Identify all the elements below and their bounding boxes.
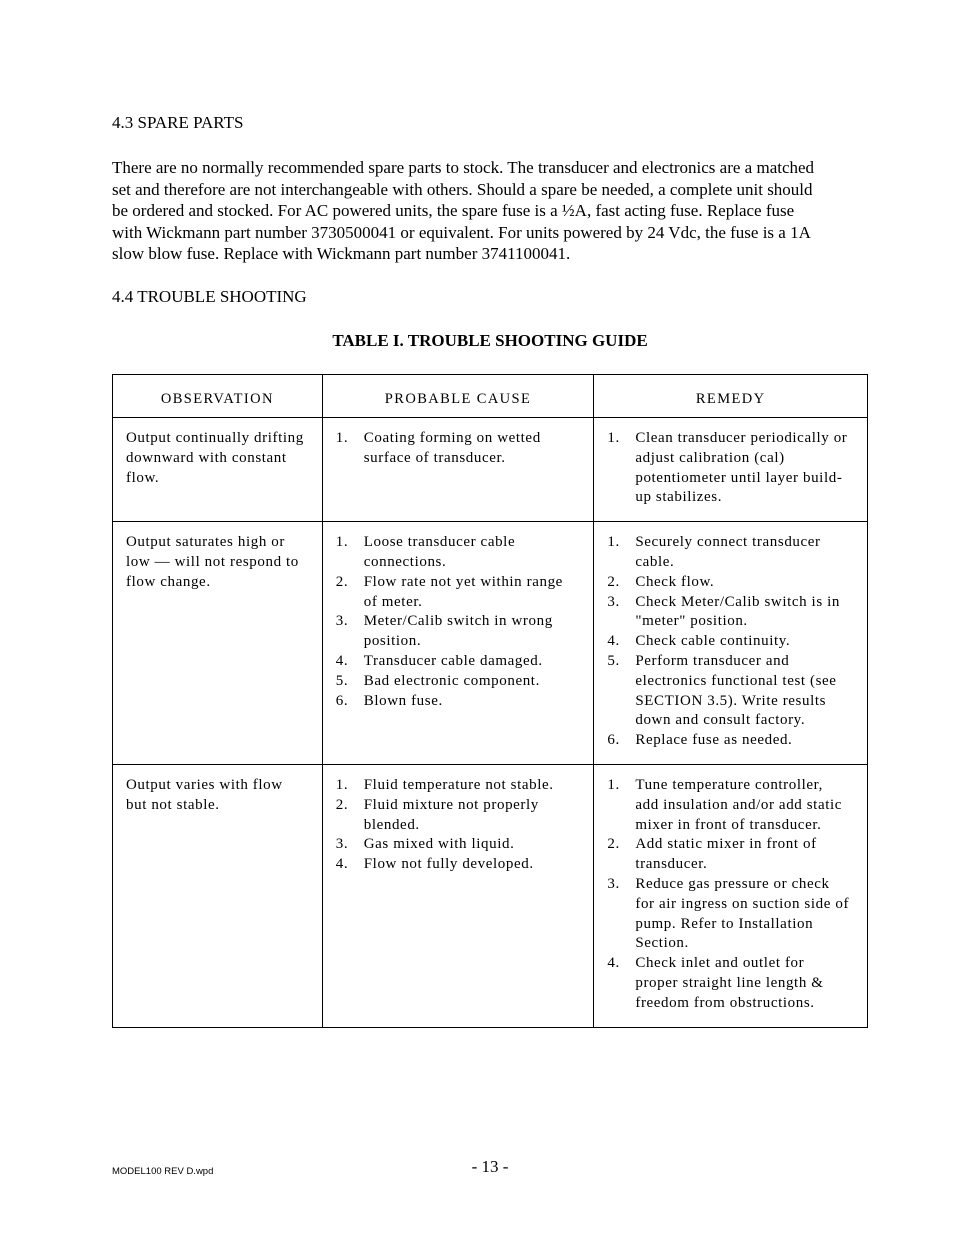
item-text-line: Section.	[635, 935, 689, 952]
cause-item	[336, 672, 588, 692]
item-number: 1.	[607, 430, 620, 446]
item-text-line: mixer in front of transducer.	[635, 816, 822, 833]
item-number: 4.	[607, 955, 620, 972]
item-number: 4.	[335, 652, 349, 669]
probable-cause-cell	[322, 418, 594, 522]
page-number: - 13 -	[471, 1157, 509, 1176]
table-row	[113, 764, 868, 1027]
item-text	[635, 954, 861, 1013]
cause-item	[336, 612, 588, 652]
paragraph-line: with Wickmann part number 3730500041 or equivalent. For units powered by 24 Vdc, the fuse is a 1A	[112, 222, 811, 242]
trouble-shooting-table	[112, 374, 868, 1028]
item-text	[635, 533, 861, 573]
item-text-line: freedom from obstructions.	[635, 994, 815, 1011]
header-probable-cause: PROBABLE CAUSE	[322, 375, 594, 418]
item-text	[364, 855, 588, 875]
observation-line: Output varies with flow	[126, 776, 283, 793]
item-text-line: Check Meter/Calib switch is in	[635, 593, 840, 610]
item-text	[364, 533, 588, 573]
item-text	[635, 652, 861, 731]
item-text-line: Fluid temperature not stable.	[363, 776, 554, 793]
cause-item	[336, 776, 588, 796]
item-text-line: Bad electronic component.	[363, 672, 540, 689]
item-text	[364, 796, 588, 836]
item-number: 2.	[335, 796, 349, 813]
item-text-line: Blown fuse.	[363, 692, 443, 709]
remedy-item	[607, 954, 861, 1013]
item-number: 5.	[335, 672, 349, 689]
remedy-item	[607, 731, 861, 751]
item-text-line: for air ingress on suction side of	[635, 895, 850, 912]
probable-cause-cell	[322, 522, 594, 765]
section-heading-spare-parts: 4.3 SPARE PARTS	[112, 113, 244, 132]
item-text-line: Check inlet and outlet for	[635, 955, 805, 972]
observation-line: Output continually drifting	[126, 430, 304, 446]
remedy-item	[607, 875, 861, 954]
item-text	[364, 692, 588, 712]
item-number: 6.	[607, 732, 620, 749]
item-number: 1.	[335, 776, 349, 793]
remedy-item	[607, 573, 861, 593]
cause-item	[336, 692, 588, 712]
item-text-line: Fluid mixture not properly	[363, 796, 539, 813]
item-text-line: Check cable continuity.	[635, 633, 791, 650]
item-text-line: Perform transducer and	[635, 652, 790, 669]
item-number: 6.	[335, 692, 349, 709]
item-text-line: of meter.	[363, 593, 423, 610]
item-number: 5.	[607, 652, 620, 669]
remedy-cell	[594, 418, 868, 522]
item-number: 1.	[335, 534, 349, 551]
item-text-line: connections.	[363, 553, 447, 570]
item-text-line: adjust calibration (cal)	[635, 449, 785, 466]
probable-cause-cell	[322, 764, 594, 1027]
observation-line: Output saturates high or	[126, 534, 285, 551]
item-text-line: potentiometer until layer build-	[635, 469, 843, 486]
item-number: 4.	[607, 633, 620, 650]
cause-item	[336, 533, 588, 573]
cause-item	[336, 796, 588, 836]
header-remedy: REMEDY	[594, 375, 868, 418]
item-text-line: Tune temperature controller,	[635, 776, 824, 793]
cause-item	[336, 573, 588, 613]
remedy-cell-list	[607, 429, 861, 508]
remedy-item	[607, 429, 861, 508]
observation-cell	[113, 522, 323, 765]
item-number: 2.	[335, 573, 349, 590]
item-text	[364, 776, 588, 796]
item-text	[635, 835, 861, 875]
item-text	[364, 573, 588, 613]
item-text-line: cable.	[635, 553, 675, 570]
item-text-line: Flow not fully developed.	[363, 856, 534, 873]
item-number: 3.	[607, 875, 620, 892]
paragraph-line: slow blow fuse. Replace with Wickmann part number 3741100041.	[112, 244, 571, 263]
item-number: 4.	[335, 856, 349, 873]
item-text	[364, 672, 588, 692]
paragraph-line: There are no normally recommended spare parts to stock. The transducer and electronics are a matched	[112, 158, 815, 177]
item-number: 3.	[335, 613, 349, 630]
item-text-line: down and consult factory.	[635, 712, 806, 729]
item-text	[635, 731, 861, 751]
table-title: TABLE I. TROUBLE SHOOTING GUIDE	[332, 331, 648, 350]
item-text-line: Meter/Calib switch in wrong	[363, 613, 553, 630]
observation-cell	[113, 764, 323, 1027]
item-text	[635, 776, 861, 835]
item-text-line: Gas mixed with liquid.	[363, 836, 515, 853]
table-header-row	[113, 375, 868, 418]
item-number: 2.	[607, 836, 620, 853]
paragraph-line: be ordered and stocked. For AC powered units, the spare fuse is a ½A, fast acting fuse. Replace fuse	[112, 201, 795, 220]
item-number: 1.	[607, 776, 620, 793]
remedy-item	[607, 632, 861, 652]
item-text-line: surface of transducer.	[363, 449, 506, 466]
footer-filename: MODEL100 REV D.wpd	[112, 1166, 214, 1177]
item-text	[635, 632, 861, 652]
item-text-line: up stabilizes.	[635, 489, 723, 506]
item-text	[635, 429, 861, 508]
item-text	[635, 573, 861, 593]
cause-item	[336, 429, 588, 469]
item-text-line: Coating forming on wetted	[363, 430, 541, 446]
item-text-line: position.	[363, 633, 422, 650]
item-text-line: "meter" position.	[635, 613, 748, 630]
observation-line: low — will not respond to	[126, 553, 299, 570]
observation-line: but not stable.	[126, 796, 220, 813]
item-text-line: transducer.	[635, 856, 708, 873]
probable-cause-cell-list	[336, 776, 588, 875]
remedy-item	[607, 652, 861, 731]
header-observation: OBSERVATION	[113, 375, 323, 418]
item-text-line: Replace fuse as needed.	[635, 732, 793, 749]
item-text	[364, 429, 588, 469]
remedy-cell-list	[607, 776, 861, 1014]
remedy-item	[607, 593, 861, 633]
item-text	[364, 612, 588, 652]
spare-parts-paragraph	[112, 157, 872, 265]
section-heading-trouble-shooting: 4.4 TROUBLE SHOOTING	[112, 287, 307, 306]
cause-item	[336, 652, 588, 672]
remedy-cell-list	[607, 533, 861, 751]
probable-cause-cell-list	[336, 533, 588, 711]
observation-line: flow.	[126, 469, 160, 486]
item-text-line: Reduce gas pressure or check	[635, 875, 830, 892]
item-text-line: SECTION 3.5). Write results	[635, 692, 827, 709]
remedy-cell	[594, 764, 868, 1027]
item-number: 1.	[607, 534, 620, 551]
remedy-item	[607, 835, 861, 875]
item-text-line: Check flow.	[635, 573, 715, 590]
item-text-line: proper straight line length &	[635, 974, 824, 991]
item-text-line: add insulation and/or add static	[635, 796, 842, 813]
item-text-line: Add static mixer in front of	[635, 836, 817, 853]
item-text	[635, 875, 861, 954]
item-text-line: Securely connect transducer	[635, 534, 821, 551]
item-number: 1.	[335, 430, 349, 446]
item-text-line: blended.	[363, 816, 420, 833]
item-text-line: Clean transducer periodically or	[635, 430, 848, 446]
observation-line: downward with constant	[126, 449, 287, 466]
table-row	[113, 522, 868, 765]
item-number: 3.	[335, 836, 349, 853]
item-text-line: Transducer cable damaged.	[363, 652, 543, 669]
remedy-cell	[594, 522, 868, 765]
item-text-line: Loose transducer cable	[363, 534, 516, 551]
cause-item	[336, 835, 588, 855]
remedy-item	[607, 776, 861, 835]
probable-cause-cell-list	[336, 429, 588, 469]
remedy-item	[607, 533, 861, 573]
item-text-line: pump. Refer to Installation	[635, 915, 814, 932]
item-number: 2.	[607, 573, 620, 590]
cause-item	[336, 855, 588, 875]
item-number: 3.	[607, 593, 620, 610]
table-row	[113, 418, 868, 522]
item-text-line: Flow rate not yet within range	[363, 573, 563, 590]
item-text	[364, 835, 588, 855]
observation-cell	[113, 418, 323, 522]
observation-line: flow change.	[126, 573, 211, 590]
paragraph-line: set and therefore are not interchangeable with others. Should a spare be needed, a complete unit should	[112, 179, 813, 199]
item-text	[364, 652, 588, 672]
item-text	[635, 593, 861, 633]
item-text-line: electronics functional test (see	[635, 672, 837, 689]
